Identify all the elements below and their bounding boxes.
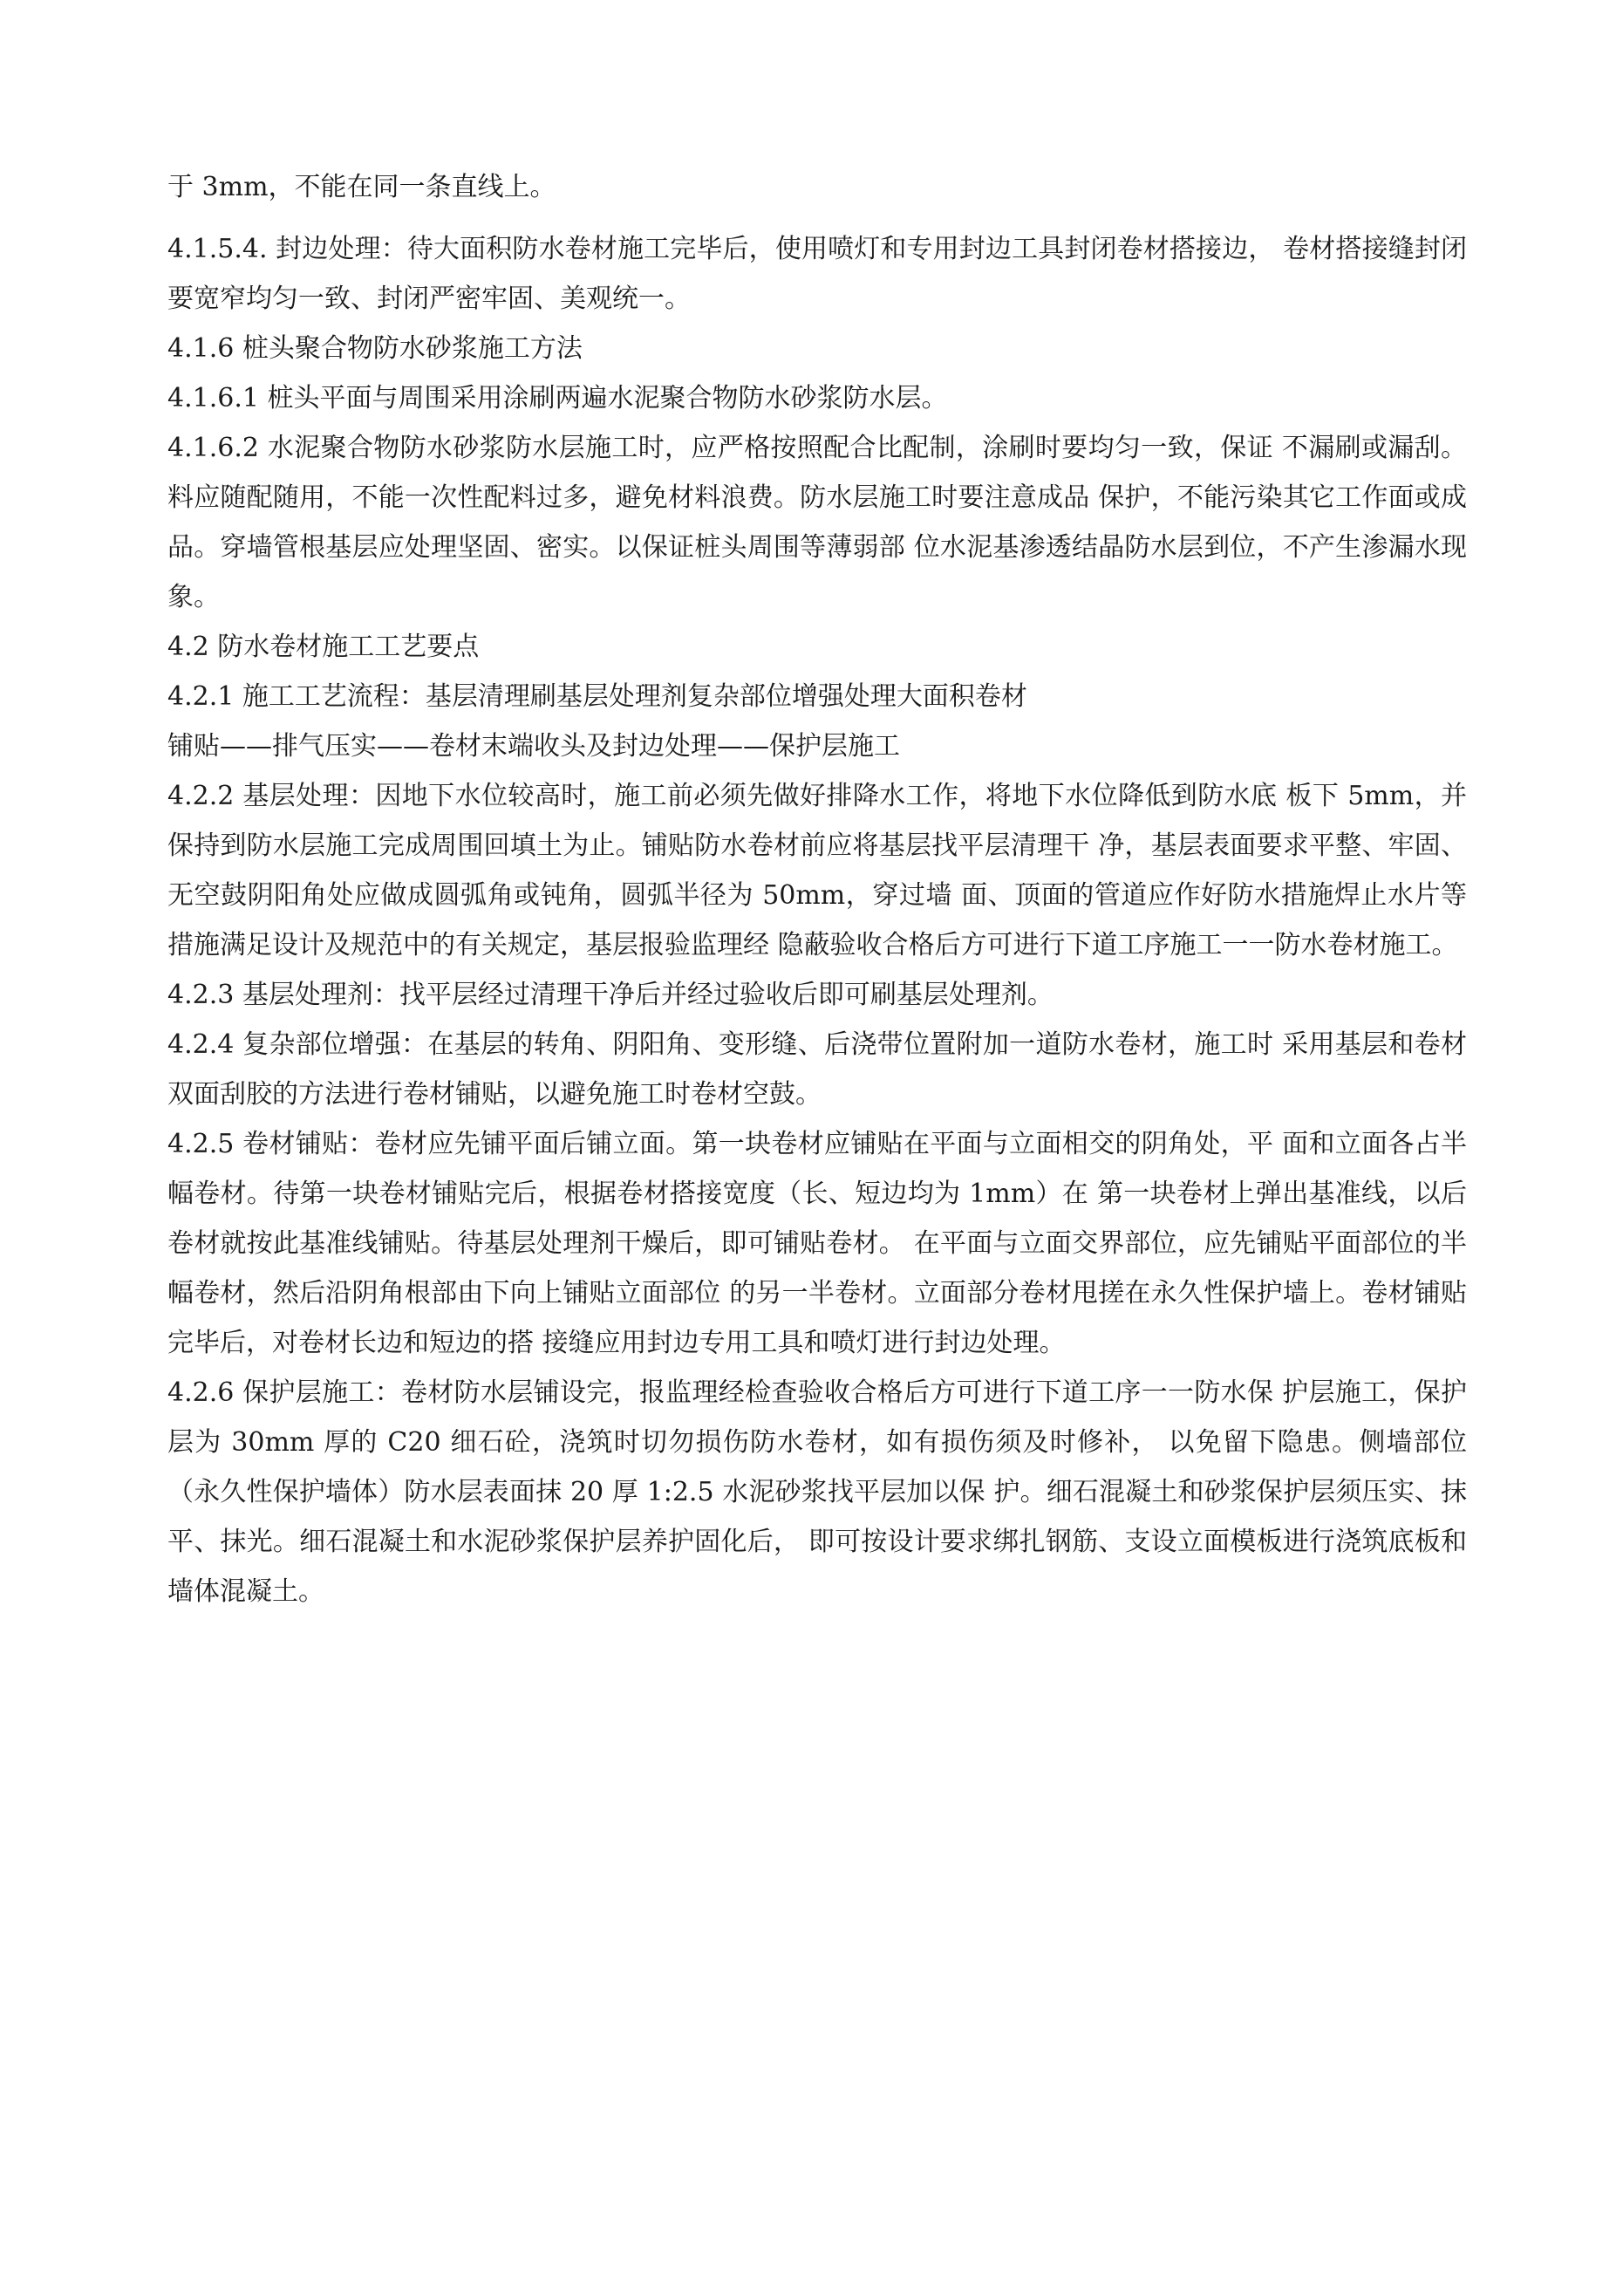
paragraph-4-2-1: 4.2.1 施工工艺流程：基层清理刷基层处理剂复杂部位增强处理大面积卷材 xyxy=(167,681,1027,712)
paragraph-4-1-6-2: 4.1.6.2 水泥聚合物防水砂浆防水层施工时，应严格按照配合比配制，涂刷时要均匀一致，保证 不漏刷或漏刮。料应随配随用，不能一次性配料过多，避免材料浪费。防水层施工时要注意成品 保护，不能污染其它工作面或成品。穿墙管根基层应处理坚固、密实。以保证桩头周围等薄弱部 位水泥基渗透结晶防水层到位，不产生渗漏水现象。 xyxy=(167,433,1467,612)
paragraph-4-2-3: 4.2.3 基层处理剂：找平层经过清理干净后并经过验收后即可刷基层处理剂。 xyxy=(167,980,1054,1010)
paragraph-4-1-5-4: 4.1.5.4. 封边处理：待大面积防水卷材施工完毕后，使用喷灯和专用封边工具封闭卷材搭接边， 卷材搭接缝封闭要宽窄均匀一致、封闭严密牢固、美观统一。 xyxy=(167,234,1467,314)
paragraph-4-1-6-1: 4.1.6.1 桩头平面与周围采用涂刷两遍水泥聚合物防水砂浆防水层。 xyxy=(167,383,948,413)
paragraph-4-2-4: 4.2.4 复杂部位增强：在基层的转角、阴阳角、变形缝、后浇带位置附加一道防水卷材，施工时 采用基层和卷材双面刮胶的方法进行卷材铺贴，以避免施工时卷材空鼓。 xyxy=(167,1029,1467,1110)
paragraph-4-2-5: 4.2.5 卷材铺贴：卷材应先铺平面后铺立面。第一块卷材应铺贴在平面与立面相交的阴角处，平 面和立面各占半幅卷材。待第一块卷材铺贴完后，根据卷材搭接宽度（长、短边均为 1mm）在 第一块卷材上弹出基准线，以后卷材就按此基准线铺贴。待基层处理剂干燥后，即可铺贴卷材。 在平面与立面交界部位，应先铺贴平面部位的半幅卷材，然后沿阴角根部由下向上铺贴立面部位 的另一半卷材。立面部分卷材甩搓在永久性保护墙上。卷材铺贴完毕后，对卷材长边和短边的搭 接缝应用封边专用工具和喷灯进行封边处理。 xyxy=(167,1129,1467,1358)
paragraph-gap xyxy=(167,212,1467,224)
paragraph-4-2-2: 4.2.2 基层处理：因地下水位较高时，施工前必须先做好排降水工作，将地下水位降低到防水底 板下 5mm，并保持到防水层施工完成周围回填土为止。铺贴防水卷材前应将基层找平层清理干 净，基层表面要求平整、牢固、无空鼓阴阳角处应做成圆弧角或钝角，圆弧半径为 50mm，穿过墙 面、顶面的管道应作好防水措施焊止水片等措施满足设计及规范中的有关规定，基层报验监理经 隐蔽验收合格后方可进行下道工序施工一一防水卷材施工。 xyxy=(167,781,1467,960)
document-page xyxy=(167,162,1467,1616)
heading-4-2: 4.2 防水卷材施工工艺要点 xyxy=(167,632,480,662)
paragraph-4-2-1-flow: 铺贴——排气压实——卷材末端收头及封边处理——保护层施工 xyxy=(167,731,900,762)
paragraph-continuation: 于 3mm，不能在同一条直线上。 xyxy=(167,172,556,202)
heading-4-1-6: 4.1.6 桩头聚合物防水砂浆施工方法 xyxy=(167,333,583,364)
paragraph-4-2-6: 4.2.6 保护层施工：卷材防水层铺设完，报监理经检查验收合格后方可进行下道工序一一防水保 护层施工，保护层为 30mm 厚的 C20 细石砼，浇筑时切勿损伤防水卷材，如有损伤须及时修补， 以免留下隐患。侧墙部位（永久性保护墙体）防水层表面抹 20 厚 1:2.5 水泥砂浆找平层加以保 护。细石混凝土和砂浆保护层须压实、抹平、抹光。细石混凝土和水泥砂浆保护层养护固化后， 即可按设计要求绑扎钢筋、支设立面模板进行浇筑底板和墙体混凝土。 xyxy=(167,1377,1467,1607)
